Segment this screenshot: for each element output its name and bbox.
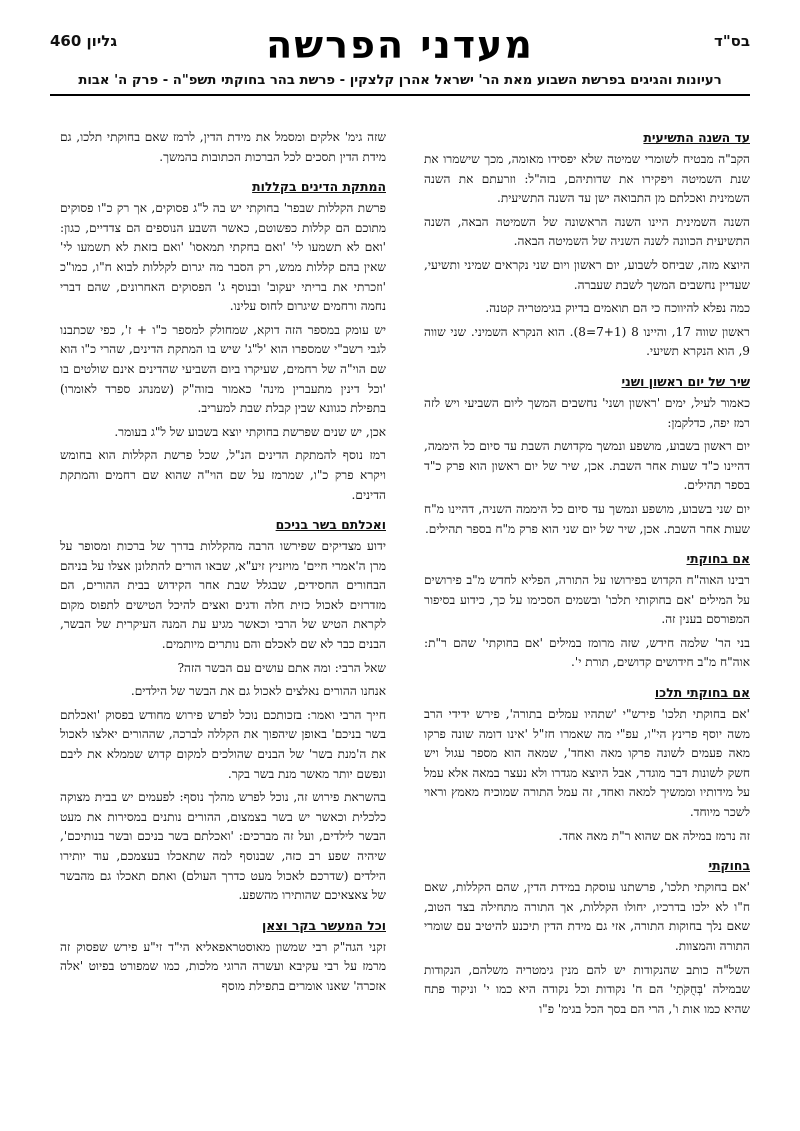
article-paragraph: יום ראשון בשבוע, מושפע ונמשך מקדושת השבת עד סיום כל היממה, דהיינו כ"ד שעות אחר השבת. אכן, שיר של יום ראשון הוא פרק כ"ד בספר תהילים.: [424, 439, 750, 493]
article-paragraph: יום שני בשבוע, מושפע ונמשך עד סיום כל היממה השניה, דהיינו מ"ח שעות אחר השבת. אכן, שיר של יום שני הוא פרק מ"ח בספר תהילים.: [424, 501, 750, 536]
article-paragraph: רבינו האוה"ח הקדוש בפירושו על התורה, הפליא לחדש מ"ב פירושים על המילים 'אם בחוקותי תלכו' ובשמים הסכימו על כך, כידוע בסיפור המפורסם בענין זה.: [424, 573, 750, 627]
issue-number: גליון 460: [50, 32, 118, 50]
article-paragraph: 'אם בחוקתי תלכו' פירש"י 'שתהיו עמלים בתורה', פירש ידידי הרב משה יוסף פרינץ הי"ו, עפ"י מה שאמרו חז"ל 'אינו דומה שונה פרקו מאה פעמים לשונה פרקו מאה ואחד', שמאה הוא מספר עגול ויש חשק לשונות דבר מוגדר, אבל היוצא מגדרו ולא נעצר במאה אלא עמל על מידותיו וממשיך למאה ואחד, זה עמל התורה שמוכיח מאמץ וראוי לשכר מיוחד.: [424, 707, 750, 820]
besd-mark: בס"ד: [714, 32, 750, 50]
article-paragraph: 'אם בחוקתי תלכו', פרשתנו עוסקת במידת הדין, שהם הקללות, שאם ח"ו לא ילכו בדרכיו, יחולו הקללות, אך התורה מתחילה בצד הטוב, שאם נלך בחוקות התורה, אזי גם מידת הדין תיכנע להיטיב עם שומרי התורה והמצוות.: [424, 880, 750, 953]
article-heading: בחוקתי: [708, 858, 750, 874]
article-heading: שיר של יום ראשון ושני: [621, 373, 750, 389]
article-paragraph: זה נרמז במילה אם שהוא ר"ת מאה אחד.: [558, 828, 750, 843]
article-paragraph: היוצא מזה, שביחס לשבוע, יום ראשון ויום שני נקראים שמיני ותשיעי, שעדיין נחשבים המשך לשבת שעברה.: [424, 257, 750, 292]
article-heading: וכל המעשר בקר וצאן: [261, 917, 386, 933]
article-paragraph: השנה השמינית היינו השנה הראשונה של השמיטה הבאה, השנה התשיעית הכוונה לשנה השניה של השמיטה הבאה.: [424, 214, 750, 249]
article-heading: אם בחוקתי: [686, 551, 750, 567]
article-paragraph: ראשון שווה 17, והיינו 8 (7+1=8). הוא הנקרא השמיני. שני שווה 9, הוא הנקרא תשיעי.: [424, 324, 750, 359]
article-paragraph: כאמור לעיל, ימים 'ראשון ושני' נחשבים המשך ליום השביעי ויש לזה רמז יפה, כדלקמן:: [424, 395, 750, 430]
right-column: [424, 128, 750, 1023]
article-heading: ואכלתם בשר בניכם: [275, 517, 386, 533]
header-divider: [50, 94, 750, 96]
left-column: [60, 128, 386, 1001]
article-paragraph: הקב"ה מבטיח לשומרי שמיטה שלא יפסידו מאומה, מכך שישמרו את שנת השמיטה ויפקירו את שדותיהם, בזה"ל: וזרעתם את השנה השמינית ואכלתם מן התבואה ישן עד השנה התשיעית.: [424, 152, 750, 206]
article-paragraph: כמה נפלא להיווכח כי הם תואמים בדיוק בגימטריה קטנה.: [485, 301, 750, 316]
article-paragraph: רמז נוסף להמתקת הדינים הנ"ל, שכל פרשת הקללות הוא בחומש ויקרא פרק כ"ו, שמרמז על שם הוי"ה שהוא שם רחמים והמתקת הדינים.: [60, 448, 386, 502]
article-paragraph: אנחנו ההורים נאלצים לאכול גם את הבשר של הילדים.: [130, 684, 386, 699]
article-paragraph: ידוע מצדיקים שפירשו הרבה מהקללות בדרך של ברכות ומסופר על מרן ה'אמרי חיים' מויזניץ זיע"א, שבאו הורים להתלונן אצלו על בניהם הבחורים החסידים, שבגלל שבת אחר הקידוש בבית ההורים, הם מזדרזים לאכול כזית חלה ודגים ואצים להיכל הטישים לתפוס מקום לקראת הטיש של הרבי וכאשר מגיע עת המנה העיקרית של הבשר, הבנים כבר לא שם לאכלם והם נותרים מיותמים.: [60, 539, 386, 652]
article-heading: עד השנה התשיעית: [643, 130, 750, 145]
article-paragraph: אכן, יש שנים שפרשת בחוקתי יוצא בשבוע של ל"ג בעומר.: [114, 424, 386, 439]
newsletter-subtitle: רעיונות והגיגים בפרשת השבוע מאת הר' ישראל אהרן קלצקין - פרשת בהר בחוקתי תשפ"ה - פרק ה' אבות: [78, 73, 722, 88]
article-paragraph: יש עומק במספר הזה דוקא, שמחולק למספר כ"ו + ז', כפי שכתבנו לגבי רשב"י שמספרו הוא 'ל"ג' שיש בו המתקת הדינים, שהרי כ"ו הוא שם הוי"ה של רחמים, שעיקרו ביום השביעי שהדינים אינם שולטים בו 'וכל דינין מתעברין מינה' כאמור בזוה"ק (שמנהג ספרד לאומרו) בתפילת כגוונא שבין קבלת שבת למעריב.: [60, 322, 386, 416]
article-paragraph: חייך הרבי ואמר: בזכותכם נוכל לפרש פירוש מחודש בפסוק 'ואכלתם בשר בניכם' באופן שיהפוך את הקללה לברכה, שההורים יאלצו לאכול את ה'מנת בשר' של הבנים שהולכים למקום קדוש שממלא את ליבם ונפשם יותר מאשר מנת בשר בקר.: [60, 707, 386, 781]
article-paragraph: זקני הגה"ק רבי שמשון מאוסטראפאליא הי"ד זי"ע פירש שפסוק זה מרמז על רבי עקיבא ועשרה הרוגי מלכות, כמו שמפורט בפיוט 'אלה אזכרה' שאנו אומרים בתפילת מוסף: [60, 939, 386, 993]
masthead: [50, 22, 750, 70]
article-heading: המתקת הדינים בקללות: [252, 179, 386, 195]
article-paragraph: שזה גימ' אלקים ומסמל את מידת הדין, לרמז שאם בחוקתי תלכו, גם מידת הדין תסכים לכל הברכות הכתובות בהמשך.: [60, 130, 386, 164]
article-paragraph: השל"ה כותב שהנקודות יש להם מנין גימטריה משלהם, הנקודות שבמילה 'בְּחֻקֹּתַי' הם ח' נקודות וכל נקודה היא כמו י' וניקוד פתח שהיא כמו אות ו', הרי הם בסך הכל בגימ' פ"ו: [424, 962, 750, 1016]
article-paragraph: בני הר' שלמה חידש, שזה מרומז במילים 'אם בחוקתי' שהם ר"ת: אוה"ח מ"ב חידושים קדושים, תורת י'.: [424, 635, 750, 670]
newsletter-title: מעדני הפרשה: [266, 23, 534, 67]
article-paragraph: שאל הרבי: ומה אתם עושים עם הבשר הזה?: [177, 660, 386, 675]
article-paragraph: בהשראת פירוש זה, נוכל לפרש מהלך נוסף: לפעמים יש בבית מצוקה כלכלית וכאשר יש בשר בצמצום, ההורים נותנים במסירות את מעט הבשר לילדים, ועל זה מברכים: 'ואכלתם בשר בניכם ובשר בנותיכם', שיהיה שפע רב כזה, שבנוסף למה שתאכלו בעצמכם, עוד יותירו הילדים (שדרכם לאכול מעט כדרך העולם) ואתם תאכלו גם מהבשר של צאצאיכם שהותירו מהשפע.: [60, 790, 386, 903]
article-paragraph: פרשת הקללות שבפר' בחוקתי יש בה ל"ג פסוקים, אך רק כ"ו פסוקים מתוכם הם קללות כפשוטם, כאשר השבע הנוספים הם צדדיים, כגון: 'ואם לא תשמעו לי' 'ואם בחקתי תמאסו' 'ואם בזאת לא תשמעו לי' שאין בהם קללות ממש, רק הסבר מה יגרום לקללות לבוא ח"ו, כמו"כ 'וזכרתי את בריתי יעקוב' ובנוסף ג' הפסוקים האחרונים, שהם דברי נחמה ורחמים שיגרום לחוס עלינו.: [60, 201, 386, 314]
article-heading: אם בחוקתי תלכו: [654, 685, 750, 701]
